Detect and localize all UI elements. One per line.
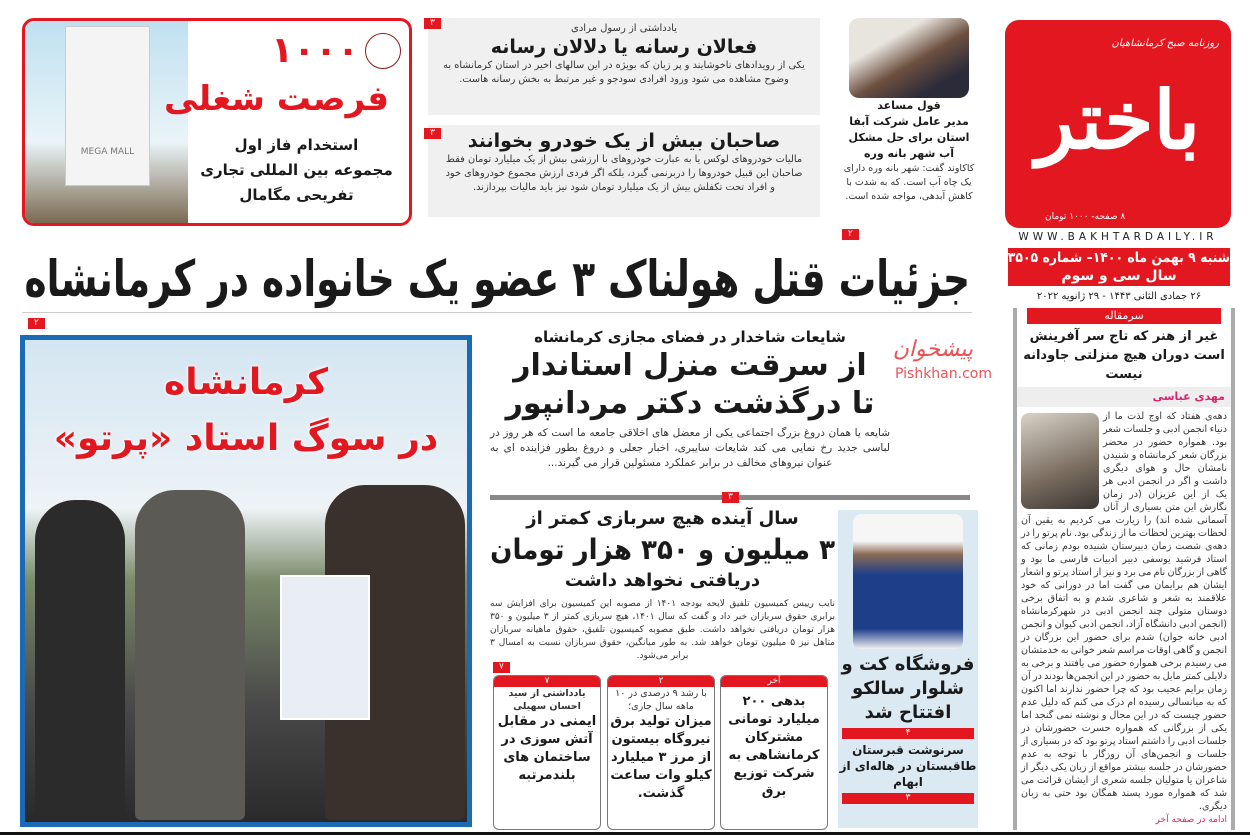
story-title: دریافتی نخواهد داشت: [564, 570, 761, 591]
interview-title: قول مساعد: [877, 99, 941, 112]
person: [135, 490, 245, 820]
price: ۸ صفحه- ۱۰۰۰ تومان: [1045, 212, 1126, 222]
person: [35, 500, 125, 820]
teaser-title: میزان تولید برق نیروگاه بیستون از مرز ۳ میلیارد کیلو وات ساعت گذشت.: [610, 714, 712, 801]
interview-story: [840, 15, 978, 239]
logo-text: باختر: [1035, 73, 1201, 167]
teaser-title: ایمنی در مقابل آتش سوزی در ساختمان های بلندمرتبه: [497, 714, 597, 783]
story-title: سال آینده هیچ سربازی کمتر از: [526, 508, 799, 529]
note-kicker: یادداشتی از رسول مرادی: [571, 23, 677, 34]
editorial-body: دهه‌ی هفتاد که اوج لذت ما از دنیاء انجمن ادبی و جلسات شعر بود. همواره حضور در محضر بزرگان شعر کرمانشاه و شنیدن نامشان حال و هوای دیگری داشت و اگر در انجمن ادبی هر یک از این عزیزان (در زمان نگارش این متن بسیاری از آنان آسمانی شده اند) را زیارت می کردیم به یقین آن لحظات بهترین لحظات ما از زندگی بود. نام پرتو را در دهه‌ی شصت زمان دبیرستان شنیده بودم زمانی که استاد فرشید یوسفی دبیر ادبیات فارسی ما بود و گاهی از بزرگان نام می برد و نیز از استاد پرتو و اشعار ایشان هم برایمان می گفت اما در دورانی که خود علاقمند به شعر و شاعری شدم و به اتفاق برخی دوستان متولی چند انجمن ادبی در شهرکرمانشاه (انجمن ادبی دانشگاه آزاد، انجمن ادبی کیوان و انجمن ادبی خانه جوان) شدم برای حضور این بزرگان در انجمن و گاهی اوقات مراسم شعر خوانی به خدمتشان می رسیدم برخی همواره حضور می یافتند و برخی به دلایلی کمتر مایل به حضور در این انجمن‌ها بودند در آن زمان برایم عجیب بود که چرا حضور ندارند اما اکنون که به میانسالی رسیده ام درک می کنم که دلیل عدم حضور چیست که در این مجال و نوشته نمی گنجد اما یکی از بزرگانی که همواره حسرت حضورشان در جلسات ادبی را داشتم استاد پرتو بود که در بسیاری از جلسات و انجمن‌های آن روزگار با توجه به عدم حضورشان در جلسه بیشتر مواقع از زبان یکی دیگر از شاعران یا متولیان جلسه شعری از ایشان قرائت می شد که همواره مورد پسند همگان بود حتی به زبان دیگری.: [1021, 411, 1227, 812]
editorial-title: غیر از هنر که تاج سر آفرینش است دوران هیچ منزلتی جاودانه نیست: [1023, 329, 1225, 382]
story-title: ۳ میلیون و ۳۵۰ هزار تومان: [490, 533, 835, 566]
soldier-salary-story: [490, 506, 835, 663]
author-photo: [1021, 413, 1099, 509]
website: WWW.BAKHTARDAILY.IR: [1018, 231, 1218, 243]
masthead-logo: [1005, 20, 1231, 228]
page-tag: ۲: [842, 229, 859, 240]
date-box: [1008, 248, 1230, 286]
page-tag: ۴: [842, 728, 974, 739]
year-line: سال سی و سوم: [1061, 268, 1177, 284]
photo-caption: [25, 355, 467, 467]
store-title: فروشگاه کت و شلوار سالکو افتتاح شد: [841, 654, 975, 723]
note-body: یکی از رویدادهای ناخوشایند و پر زیان که بویژه در این سالهای اخیر در استان کرمانشاه به وضوح مشاهده می شود ورود افرادی سودجو و غیر مرتبط به بخش رسانه هاست.: [443, 60, 805, 85]
watermark: [892, 335, 992, 383]
caption-line: در سوگ استاد «پرتو»: [53, 418, 439, 459]
editorial-label: سرمقاله: [1027, 308, 1221, 324]
teaser-kicker: با رشد ۹ درصدی در ۱۰ ماهه سال جاری؛: [615, 688, 707, 712]
date-line: شنبه ۹ بهمن ماه ۱۴۰۰– شماره ۳۵۰۵: [1007, 250, 1230, 266]
teaser-box: [493, 675, 601, 830]
teaser-box: [607, 675, 715, 830]
page-tag: ۲: [28, 318, 45, 329]
hijri-date: ۲۶ جمادی الثانی ۱۴۴۳ - ۲۹ ژانویه ۲۰۲۲: [1036, 291, 1202, 302]
watermark-url: Pishkhan.com: [895, 366, 992, 382]
tagline: روزنامه صبح کرمانشاهیان: [1111, 38, 1219, 49]
ad-text: [194, 133, 399, 208]
teaser-kicker: یادداشتی از سید احسان سهیلی: [508, 688, 586, 712]
portrait-poster: [280, 575, 370, 720]
building-sign: MEGA MALL: [80, 147, 135, 157]
ad-headline: فرصت شغلی: [163, 79, 389, 119]
story-title: از سرقت منزل استاندار: [513, 348, 867, 383]
job-ad: [22, 18, 412, 226]
page-tag: ۲: [608, 676, 714, 687]
page-tag: ۳: [722, 492, 739, 503]
mall-photo: [25, 21, 188, 223]
page-tag: ۳: [842, 793, 974, 804]
page-tag: ۳: [424, 128, 441, 139]
story-body: شایعه یا همان دروغ بزرگ اجتماعی یکی از معضل های اخلاقی جامعه ما است که هر روز در لباسی جدید رخ نمایی می کند شایعات سایبری، اخبار جعلی و دروغ بطور فزاینده ای به عنوان نیروهای مخالف در برابر عملکرد مسئولین قرار می گیرند...: [490, 427, 890, 469]
mall-logo: [365, 33, 401, 69]
story-title: تا درگذشت دکتر مردانپور: [505, 386, 875, 421]
ad-line: استخدام فاز اول: [234, 136, 359, 154]
main-headline: جزئیات قتل هولناک ۳ عضو یک خانواده در کرمانشاه: [24, 250, 970, 308]
bottom-rule: [0, 832, 1250, 835]
page-tag: آخر: [721, 676, 827, 687]
note-cars: [428, 125, 820, 217]
caption-line: کرمانشاه: [163, 362, 329, 403]
divider: [22, 312, 972, 313]
continued-link[interactable]: ادامه در صفحه آخر: [1155, 815, 1227, 825]
ad-number: ۱۰۰۰: [271, 30, 359, 71]
ad-line: مجموعه بین المللی تجاری: [200, 161, 393, 179]
mourning-photo: [20, 335, 472, 827]
page-tag: ۳: [424, 18, 441, 29]
interview-body: کاکاوند گفت: شهر بانه وره دارای یک چاه آب است. که به شدت با کاهش آبدهی، مواجه شده است.: [843, 163, 975, 202]
store-story: [838, 510, 978, 828]
suit-photo: [853, 514, 963, 649]
watermark-text: پیشخوان: [892, 337, 973, 362]
page-tag: ۷: [493, 662, 510, 673]
teaser-box: [720, 675, 828, 830]
editorial-author: مهدی عباسی: [1017, 387, 1231, 407]
editorial: [1013, 308, 1235, 830]
cemetery-title: سرنوشت قبرستان طاقبستان در هاله‌ای از ابهام: [839, 743, 977, 789]
note-title: فعالان رسانه یا دلالان رسانه: [490, 36, 758, 58]
interview-subtitle: مدیر عامل شرکت آبفا استان برای حل مشکل آب شهر بانه وره: [848, 115, 970, 160]
page-tag: ۷: [494, 676, 600, 687]
ad-line: تفریحی مگامال: [239, 186, 354, 204]
story-kicker: شایعات شاخدار در فضای مجازی کرمانشاه: [534, 328, 846, 346]
mall-tower: [65, 26, 150, 186]
story-body: نایب رییس کمیسیون تلفیق لایحه بودجه ۱۴۰۱ از مصوبه این کمیسیون برای افزایش سه برابری حقوق سربازان خبر داد و گفت که سال ۱۴۰۱، هیچ سربازی کمتر از ۳ میلیون و ۳۵۰ هزار تومان دریافتی نخواهد داشت. طبق مصوبه کمیسیون تلفیق، حقوق ماهیانه سربازان متاهل نیز ۵ میلیون تومان خواهد شد. به طور میانگین، حقوق سربازان نسبت به امسال ۳ برابر می‌شود.: [490, 599, 836, 661]
note-title: صاحبان بیش از یک خودرو بخوانند: [467, 130, 781, 152]
teaser-title: بدهی ۲۰۰ میلیارد تومانی مشترکان کرمانشاهی به شرکت توزیع برق: [728, 694, 820, 799]
official-photo: [849, 18, 969, 98]
rumors-story: [490, 327, 890, 471]
note-body: مالیات خودروهای لوکس یا به عبارت خودروهای با ارزشی بیش از یک میلیارد تومان فقط صاحبان این قبیل خودروها را دربرنمی گیرد، بلکه اگر فردی ارزش مجموع خودروهای خود و افراد تحت تکفلش بیش از یک میلیارد تومان شود نیز باید مالیات بپردازند.: [445, 154, 803, 193]
note-media: [428, 18, 820, 115]
